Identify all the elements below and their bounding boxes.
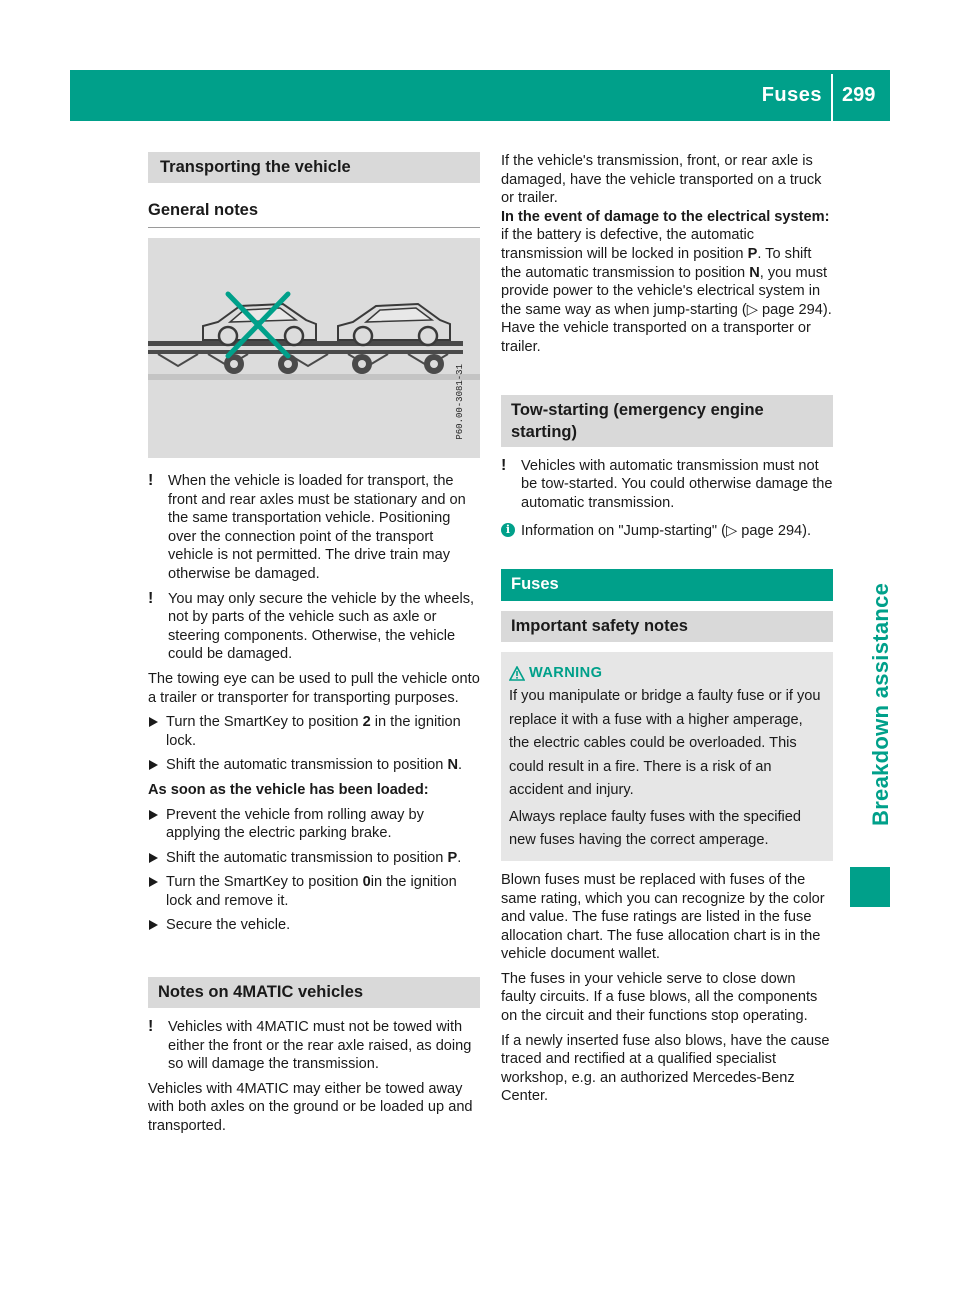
note-loading-text: When the vehicle is loaded for transport, the front and rear axles must be stationary and on the same transportation vehicle. Positioning over the connection point of the transport vehicle is not permitted. The drive train may otherwise be damaged. [168,473,466,582]
step-text: Prevent the vehicle from rolling away by applying the electric parking brake. [166,806,424,842]
step-shift-n [148,756,480,775]
sub-heading-general-notes: General notes [148,199,480,228]
section-heading-tow-starting: Tow-starting (emergency engine starting) [501,395,833,447]
transport-illustration [148,238,480,458]
warning-box [501,652,833,861]
note-loading [148,472,480,584]
step-text: . [458,757,463,774]
4matic-paragraph: Vehicles with 4MATIC may either be towed away with both axles on the ground or be loaded up and transported. [148,1080,473,1135]
note-4matic-text: Vehicles with 4MATIC must not be towed with either the front or the rear axle raised, as doing so will damage the transmission. [168,1019,472,1073]
figure-code: P60.00-3081-31 [455,364,466,440]
exclamation-icon: ! [148,589,154,607]
warning-triangle-icon [509,666,525,681]
paragraph-text: . To shift the automatic transmission to position [501,245,812,281]
info-jump-starting-text: Information on "Jump-starting" (▷ page 294). [521,523,812,540]
loaded-heading: As soon as the vehicle has been loaded: [148,781,429,798]
left-column [148,152,480,1136]
section-heading-safety-notes: Important safety notes [501,611,833,642]
arrow-right-icon [149,877,158,887]
note-securing-text: You may only secure the vehicle by the wheels, not by parts of the vehicle such as axle or steering components. Otherwise, the vehicle could be damaged. [168,590,475,663]
step-text: in the ignition lock. [166,714,461,749]
arrow-right-icon [149,717,158,727]
note-4matic [148,1018,480,1074]
step-smartkey-0 [148,873,480,910]
step-position: 2 [362,714,371,731]
page-section-title: Fuses [761,84,822,106]
arrow-right-icon [149,760,158,770]
fuse-purpose-paragraph: The fuses in your vehicle serve to close down faulty circuits. If a fuse blows, all the components on the circuit and their functions stop operating. [501,970,818,1025]
step-text: . [457,849,462,866]
step-position: P [447,849,458,866]
step-text: Shift the automatic transmission to position [166,757,448,774]
step-text: Shift the automatic transmission to position [166,849,448,866]
note-tow-starting-text: Vehicles with automatic transmission must not be tow-started. You could otherwise damage the automatic transmission. [521,457,833,511]
chapter-tab-marker [850,867,890,907]
step-text: Secure the vehicle. [166,917,291,934]
damaged-transmission-paragraph: If the vehicle's transmission, front, or rear axle is damaged, have the vehicle transported on a truck or trailer. [501,153,822,207]
arrow-right-icon [149,810,158,820]
workshop-paragraph: If a newly inserted fuse also blows, have the cause traced and rectified at a qualified specialist workshop, e.g. an authorized Mercedes-Benz Center. [501,1032,830,1105]
exclamation-icon: ! [501,456,507,474]
position-label: P [747,245,758,262]
step-smartkey-2 [148,713,480,750]
section-heading-4matic: Notes on 4MATIC vehicles [148,977,480,1008]
paragraph-text: if the battery is defective, the automatic transmission will be locked in position [501,227,755,262]
step-position: 0 [362,874,371,891]
transporter-paragraph: Have the vehicle transported on a transporter or trailer. [501,320,811,355]
section-heading-transporting: Transporting the vehicle [148,152,480,183]
paragraph-text: , you must provide power to the vehicle's electrical system in the same way as when jump-starting (▷ page 294). [501,264,832,318]
warning-text-2: Always replace faulty fuses with the specified new fuses having the correct amperage. [509,808,802,849]
right-column [501,152,833,1106]
page-number: 299 [842,84,876,106]
blown-fuses-paragraph: Blown fuses must be replaced with fuses of the same rating, which you can recognize by the color and value. The fuse ratings are listed in the fuse allocation chart. The fuse allocation chart is in the vehicle document wallet. [501,871,825,963]
note-tow-starting [501,457,833,513]
chapter-tab-label: Breakdown assistance [868,582,893,826]
warning-text-1: If you manipulate or bridge a faulty fuse or if you replace it with a fuse with a higher amperage, the electric cables could be overloaded. This could result in a fire. There is a risk of an accident and injury. [509,688,821,799]
transport-trailer-image [148,238,480,458]
arrow-right-icon [149,853,158,863]
note-securing [148,590,480,664]
warning-title [509,662,825,686]
arrow-right-icon [149,920,158,930]
step-parking-brake [148,806,480,843]
header-separator [831,74,833,121]
step-text: Turn the SmartKey to position [166,874,363,891]
step-secure-vehicle [148,916,480,935]
info-icon: i [501,523,515,537]
electrical-damage-paragraph [501,208,833,320]
step-shift-p [148,849,480,868]
step-text: Turn the SmartKey to position [166,714,363,731]
step-position: N [447,757,459,774]
section-heading-fuses: Fuses [501,569,833,601]
step-text: in the ignition lock and remove it. [166,874,457,909]
electrical-damage-label: In the event of damage to the electrical system: [501,208,830,225]
position-label: N [749,264,760,281]
warning-title-text: WARNING [529,664,603,681]
info-jump-starting [501,522,833,541]
exclamation-icon: ! [148,472,154,489]
towing-eye-paragraph: The towing eye can be used to pull the vehicle onto a trailer or transporter for transporting purposes. [148,670,480,706]
exclamation-icon: ! [148,1018,154,1036]
